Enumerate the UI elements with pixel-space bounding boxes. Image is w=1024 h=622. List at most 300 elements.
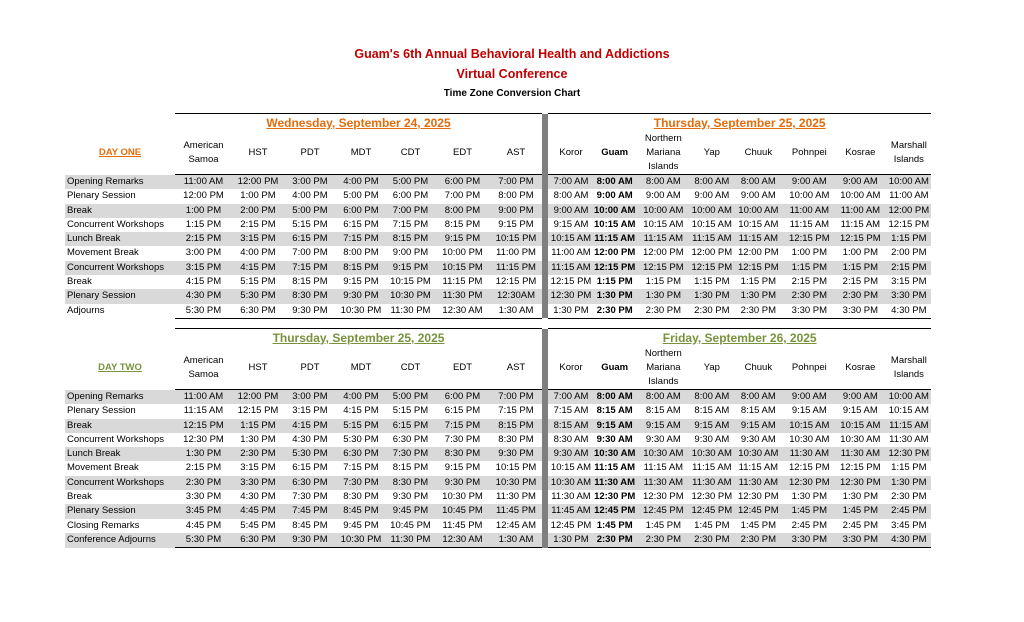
timezone-header: Guam — [601, 147, 629, 158]
session-label: Concurrent Workshops — [67, 433, 164, 445]
session-label: Plenary Session — [65, 289, 175, 303]
guam-time-cell: 1:15 PM — [596, 276, 633, 288]
time-cell: 7:15 PM — [343, 462, 379, 474]
time-cell: 4:30 PM — [886, 533, 931, 548]
timezone-header: Northern Mariana Islands — [644, 348, 682, 387]
time-cell: 10:00 AM — [840, 190, 881, 202]
table-row — [65, 261, 931, 275]
time-cell: 3:30 PM — [834, 304, 886, 319]
time-cell: 7:30 PM — [292, 491, 328, 503]
time-cell: 9:00 AM — [694, 190, 730, 202]
time-cell: 8:15 PM — [444, 218, 481, 230]
time-cell: 5:45 PM — [240, 519, 276, 531]
time-cell: 9:00 AM — [784, 175, 834, 190]
time-cell: 8:00 AM — [635, 390, 691, 405]
time-cell: 9:30 AM — [645, 433, 681, 445]
time-cell: 3:15 PM — [240, 462, 276, 474]
time-cell: 3:00 PM — [284, 390, 336, 405]
time-cell: 2:45 PM — [842, 519, 879, 531]
time-cell: 6:15 PM — [444, 405, 481, 417]
time-cell: 10:45 PM — [390, 519, 431, 531]
time-cell: 2:45 PM — [886, 504, 931, 518]
time-cell: 12:45 AM — [495, 519, 537, 531]
time-cell: 10:30 AM — [789, 433, 830, 445]
time-cell: 11:15 AM — [635, 232, 691, 246]
time-cell: 6:30 PM — [232, 304, 284, 319]
time-cell: 8:30 PM — [498, 433, 534, 445]
time-cell: 4:15 PM — [185, 276, 222, 288]
time-cell: 11:15 AM — [732, 232, 784, 246]
time-cell: 10:15 AM — [888, 405, 929, 417]
session-label: Concurrent Workshops — [65, 261, 175, 275]
time-cell: 12:15 PM — [175, 419, 232, 433]
time-cell: 1:15 PM — [185, 218, 222, 230]
time-cell: 4:30 PM — [292, 433, 328, 445]
time-cell: 5:00 PM — [386, 175, 435, 190]
time-cell: 4:00 PM — [292, 190, 328, 202]
time-cell: 8:15 AM — [645, 405, 681, 417]
time-cell: 1:45 PM — [834, 504, 886, 518]
time-cell: 7:45 PM — [284, 504, 336, 518]
time-cell: 12:30 AM — [435, 533, 490, 548]
time-cell: 2:30 PM — [891, 491, 927, 503]
time-cell: 6:00 PM — [435, 390, 490, 405]
table-row — [65, 289, 931, 303]
time-cell: 12:30 PM — [691, 491, 733, 503]
time-cell: 12:00 PM — [738, 247, 779, 259]
time-cell: 2:15 PM — [886, 261, 931, 275]
session-label: Break — [65, 204, 175, 218]
time-cell: 8:15 PM — [292, 276, 328, 288]
time-cell: 9:15 PM — [386, 261, 435, 275]
time-cell: 12:15 PM — [834, 232, 886, 246]
time-cell: 2:30 PM — [635, 533, 691, 548]
time-cell: 10:15 PM — [390, 276, 431, 288]
conference-subtitle: Virtual Conference — [456, 67, 568, 81]
table-row — [65, 433, 931, 447]
right-date-heading: Friday, September 26, 2025 — [548, 329, 931, 348]
timezone-header: Marshall Islands — [890, 140, 927, 165]
time-cell: 5:30 PM — [175, 304, 232, 319]
time-cell: 7:00 PM — [292, 247, 328, 259]
guam-time-cell: 12:15 PM — [594, 261, 635, 275]
time-cell: 12:00 PM — [886, 204, 931, 218]
time-cell: 4:45 PM — [232, 504, 284, 518]
time-cell: 11:45 PM — [490, 504, 542, 518]
time-cell: 10:15 PM — [495, 462, 537, 474]
time-cell: 10:30 AM — [691, 447, 732, 461]
time-cell: 8:15 PM — [386, 232, 435, 246]
time-cell: 9:30 PM — [336, 289, 386, 303]
table-row — [65, 390, 931, 405]
timezone-header: CDT — [400, 362, 421, 373]
time-cell: 9:00 AM — [740, 190, 776, 202]
time-cell: 12:00 PM — [183, 190, 224, 202]
timezone-header: EDT — [453, 147, 472, 158]
guam-time-cell: 11:15 AM — [594, 232, 635, 246]
time-cell: 10:45 PM — [435, 504, 490, 518]
guam-time-cell: 9:15 AM — [594, 419, 635, 433]
session-label: Break — [67, 491, 92, 503]
time-cell: 10:30 PM — [386, 289, 435, 303]
timezone-header: AST — [506, 147, 526, 158]
time-cell: 1:15 PM — [784, 261, 834, 275]
time-cell: 9:45 PM — [343, 519, 379, 531]
time-cell: 10:15 AM — [738, 218, 779, 230]
time-cell: 8:30 PM — [343, 491, 379, 503]
time-cell: 11:00 PM — [496, 247, 536, 259]
time-cell: 8:00 PM — [343, 247, 379, 259]
time-cell: 12:30 PM — [548, 289, 594, 303]
time-cell: 4:15 PM — [232, 261, 284, 275]
table-row — [65, 447, 931, 461]
time-cell: 1:30 PM — [175, 447, 232, 461]
time-cell: 11:15 PM — [490, 261, 542, 275]
time-cell: 11:00 AM — [551, 247, 591, 259]
time-cell: 8:15 PM — [392, 462, 429, 474]
time-cell: 10:30 AM — [635, 447, 691, 461]
time-cell: 4:00 PM — [240, 247, 276, 259]
table-row — [65, 189, 931, 203]
time-cell: 12:30 PM — [886, 447, 931, 461]
right-date-heading: Thursday, September 25, 2025 — [548, 114, 931, 133]
session-label: Adjourns — [67, 304, 105, 316]
time-cell: 6:00 PM — [336, 204, 386, 218]
time-cell: 9:15 PM — [498, 218, 534, 230]
timezone-header: Kosrae — [845, 147, 876, 158]
timezone-header: Koror — [559, 362, 583, 373]
time-cell: 7:00 AM — [548, 390, 594, 405]
time-cell: 12:45 PM — [635, 504, 691, 518]
time-cell: 7:30 PM — [336, 476, 386, 490]
time-cell: 12:15 PM — [691, 261, 732, 275]
time-cell: 5:30 PM — [343, 433, 379, 445]
guam-time-cell: 12:45 PM — [594, 504, 635, 518]
time-cell: 6:30 PM — [336, 447, 386, 461]
time-cell: 1:00 PM — [791, 247, 828, 259]
time-cell: 2:15 PM — [175, 232, 232, 246]
time-cell: 3:30 PM — [886, 289, 931, 303]
time-cell: 1:15 PM — [694, 276, 730, 288]
time-cell: 10:15 AM — [643, 218, 684, 230]
time-cell: 2:00 PM — [232, 204, 284, 218]
time-cell: 8:15 AM — [548, 419, 594, 433]
time-cell: 8:00 AM — [732, 390, 784, 405]
time-cell: 8:30 PM — [386, 476, 435, 490]
time-cell: 2:15 PM — [185, 462, 222, 474]
time-cell: 4:30 PM — [886, 304, 931, 319]
time-cell: 12:00 PM — [691, 247, 733, 259]
time-cell: 2:30 PM — [635, 304, 691, 319]
time-cell: 12:00 PM — [232, 175, 284, 190]
time-cell: 12:15 PM — [732, 261, 784, 275]
table-row — [65, 232, 931, 246]
time-cell: 1:00 PM — [842, 247, 879, 259]
time-cell: 8:00 AM — [732, 175, 784, 190]
time-cell: 4:00 PM — [336, 175, 386, 190]
time-cell: 6:30 PM — [232, 533, 284, 548]
time-cell: 12:45 PM — [550, 519, 592, 531]
time-cell: 8:00 PM — [498, 190, 534, 202]
guam-time-cell: 8:00 AM — [594, 390, 635, 405]
time-cell: 8:30 AM — [553, 433, 589, 445]
time-cell: 4:15 PM — [284, 419, 336, 433]
session-label: Concurrent Workshops — [67, 218, 164, 230]
time-cell: 10:15 AM — [691, 218, 732, 230]
time-cell: 9:00 AM — [548, 204, 594, 218]
time-cell: 5:15 PM — [336, 419, 386, 433]
timezone-header: Chuuk — [744, 362, 773, 373]
time-cell: 10:15 PM — [490, 232, 542, 246]
time-cell: 7:15 PM — [336, 232, 386, 246]
time-cell: 1:45 PM — [645, 519, 682, 531]
time-cell: 9:00 PM — [392, 247, 429, 259]
time-cell: 3:00 PM — [185, 247, 222, 259]
day-one-table — [65, 113, 931, 319]
time-cell: 5:15 PM — [240, 276, 276, 288]
time-cell: 12:30 PM — [738, 491, 779, 503]
day-label: DAY TWO — [98, 362, 142, 374]
time-cell: 9:45 PM — [386, 504, 435, 518]
guam-time-cell: 1:45 PM — [596, 519, 633, 531]
time-cell: 1:30 AM — [490, 533, 542, 548]
time-cell: 10:15 AM — [784, 419, 834, 433]
time-cell: 9:00 PM — [490, 204, 542, 218]
guam-time-cell: 9:30 AM — [596, 433, 633, 445]
table-row — [65, 204, 931, 218]
time-cell: 12:15 PM — [550, 276, 592, 288]
time-cell: 1:00 PM — [240, 190, 276, 202]
time-cell: 11:00 AM — [175, 390, 232, 405]
time-cell: 12:30 PM — [784, 476, 834, 490]
table-row — [65, 275, 931, 289]
time-cell: 9:15 PM — [435, 232, 490, 246]
guam-time-cell: 1:30 PM — [594, 289, 635, 303]
guam-time-cell: 2:30 PM — [594, 533, 635, 548]
time-cell: 5:30 PM — [284, 447, 336, 461]
left-date-heading: Wednesday, September 24, 2025 — [175, 114, 542, 133]
conference-title: Guam's 6th Annual Behavioral Health and Addictions — [354, 47, 670, 61]
time-cell: 1:15 PM — [740, 276, 777, 288]
time-cell: 10:30 AM — [840, 433, 881, 445]
time-cell: 4:45 PM — [185, 519, 222, 531]
time-cell: 7:15 PM — [392, 218, 429, 230]
time-cell: 11:00 AM — [175, 175, 232, 190]
time-cell: 12:30 PM — [183, 433, 224, 445]
time-cell: 12:30 PM — [643, 491, 684, 503]
time-cell: 3:00 PM — [284, 175, 336, 190]
time-cell: 1:30 PM — [791, 491, 828, 503]
time-cell: 11:30 AM — [834, 447, 886, 461]
time-cell: 6:00 PM — [435, 175, 490, 190]
time-cell: 2:30 PM — [232, 447, 284, 461]
guam-time-cell: 10:00 AM — [594, 204, 635, 218]
time-cell: 12:15 PM — [789, 462, 830, 474]
time-cell: 2:30 PM — [175, 476, 232, 490]
time-cell: 11:15 AM — [840, 218, 881, 230]
time-cell: 9:00 AM — [784, 390, 834, 405]
time-cell: 2:30 PM — [834, 289, 886, 303]
guam-time-cell: 10:15 AM — [594, 218, 636, 230]
time-cell: 10:15 AM — [834, 419, 886, 433]
table-row — [65, 461, 931, 475]
time-cell: 6:15 PM — [292, 462, 328, 474]
day-two-table — [65, 328, 931, 548]
time-cell: 10:15 PM — [435, 261, 490, 275]
time-cell: 7:15 PM — [284, 261, 336, 275]
time-cell: 2:15 PM — [240, 218, 276, 230]
time-cell: 1:15 PM — [886, 232, 931, 246]
time-cell: 7:00 PM — [444, 190, 481, 202]
time-cell: 1:30 PM — [732, 289, 784, 303]
session-label: Plenary Session — [67, 405, 136, 417]
time-cell: 12:45 PM — [732, 504, 784, 518]
time-cell: 4:30 PM — [240, 491, 276, 503]
time-cell: 9:30 PM — [392, 491, 429, 503]
time-cell: 10:00 AM — [886, 390, 931, 405]
time-cell: 10:30 PM — [336, 304, 386, 319]
time-cell: 9:30 PM — [490, 447, 542, 461]
time-cell: 5:30 PM — [175, 533, 232, 548]
time-cell: 1:15 PM — [645, 276, 682, 288]
time-cell: 9:15 AM — [691, 419, 732, 433]
time-cell: 7:30 PM — [444, 433, 481, 445]
left-date-heading: Thursday, September 25, 2025 — [175, 329, 542, 348]
guam-time-cell: 8:00 AM — [594, 175, 635, 190]
table-row — [65, 519, 931, 533]
time-cell: 9:00 AM — [834, 390, 886, 405]
guam-time-cell: 9:00 AM — [596, 190, 633, 202]
guam-time-cell: 10:30 AM — [594, 447, 635, 461]
time-cell: 10:00 AM — [886, 175, 931, 190]
time-cell: 10:00 AM — [691, 204, 732, 218]
guam-time-cell: 12:00 PM — [594, 247, 636, 259]
time-cell: 11:45 PM — [442, 519, 483, 531]
session-label: Opening Remarks — [65, 175, 175, 190]
time-cell: 10:30 AM — [548, 476, 594, 490]
time-cell: 12:15 PM — [635, 261, 691, 275]
time-cell: 2:30 PM — [732, 304, 784, 319]
session-label: Closing Remarks — [67, 519, 140, 531]
timezone-header: Chuuk — [744, 147, 773, 158]
time-cell: 12:00 PM — [232, 390, 284, 405]
time-cell: 8:15 AM — [694, 405, 730, 417]
time-cell: 9:00 AM — [645, 190, 681, 202]
time-cell: 5:15 PM — [292, 218, 328, 230]
time-cell: 12:45 PM — [691, 504, 732, 518]
time-cell: 8:00 AM — [691, 390, 732, 405]
table-row — [65, 175, 931, 190]
time-cell: 8:30 PM — [435, 447, 490, 461]
timezone-header: HST — [248, 362, 268, 373]
session-label: Break — [65, 419, 175, 433]
time-cell: 3:30 PM — [784, 304, 834, 319]
time-cell: 11:30 AM — [635, 476, 691, 490]
table-row — [65, 419, 931, 433]
time-cell: 6:30 PM — [284, 476, 336, 490]
time-cell: 11:15 AM — [789, 218, 830, 230]
day-label: DAY ONE — [98, 147, 142, 159]
timezone-header: Kosrae — [845, 362, 876, 373]
time-cell: 10:00 AM — [732, 204, 784, 218]
time-cell: 1:45 PM — [694, 519, 730, 531]
time-cell: 3:15 PM — [232, 232, 284, 246]
time-cell: 7:00 PM — [386, 204, 435, 218]
time-cell: 12:30 PM — [834, 476, 886, 490]
time-cell: 9:15 AM — [635, 419, 691, 433]
table-row — [65, 304, 931, 319]
timezone-header: AST — [506, 362, 526, 373]
time-cell: 8:45 PM — [336, 504, 386, 518]
time-cell: 11:30 PM — [435, 289, 490, 303]
time-cell: 10:30 PM — [442, 491, 483, 503]
time-cell: 9:30 PM — [284, 533, 336, 548]
time-cell: 11:15 AM — [886, 419, 931, 433]
time-cell: 7:30 PM — [386, 447, 435, 461]
time-cell: 4:30 PM — [175, 289, 232, 303]
timezone-header: MDT — [350, 362, 372, 373]
table-row — [65, 218, 931, 232]
time-cell: 11:00 AM — [784, 204, 834, 218]
time-cell: 8:15 PM — [336, 261, 386, 275]
time-cell: 11:30 PM — [386, 533, 435, 548]
timezone-header: Pohnpei — [791, 362, 827, 373]
time-cell: 9:15 AM — [842, 405, 878, 417]
time-cell: 3:30 PM — [784, 533, 834, 548]
time-cell: 1:00 PM — [175, 204, 232, 218]
time-cell: 3:45 PM — [175, 504, 232, 518]
time-cell: 11:30 AM — [732, 476, 784, 490]
time-cell: 6:30 PM — [392, 433, 429, 445]
table-row — [65, 490, 931, 504]
time-cell: 9:30 AM — [740, 433, 776, 445]
time-cell: 6:00 PM — [392, 190, 429, 202]
guam-time-cell: 8:15 AM — [596, 405, 633, 417]
time-cell: 11:30 AM — [889, 433, 929, 445]
session-label: Lunch Break — [65, 232, 175, 246]
guam-time-cell: 11:15 AM — [594, 462, 636, 474]
guam-time-cell: 11:30 AM — [594, 476, 635, 490]
session-label: Plenary Session — [65, 504, 175, 518]
time-cell: 2:30 PM — [784, 289, 834, 303]
time-cell: 11:15 AM — [691, 232, 732, 246]
timezone-header: MDT — [350, 147, 372, 158]
time-cell: 12:15 PM — [888, 218, 930, 230]
timezone-header: PDT — [300, 147, 320, 158]
time-cell: 5:00 PM — [386, 390, 435, 405]
time-cell: 9:30 AM — [694, 433, 730, 445]
session-label: Movement Break — [67, 247, 139, 259]
time-cell: 2:00 PM — [891, 247, 927, 259]
time-cell: 9:15 PM — [444, 462, 481, 474]
time-cell: 3:30 PM — [232, 476, 284, 490]
time-cell: 11:00 AM — [834, 204, 886, 218]
time-cell: 12:00 PM — [643, 247, 684, 259]
time-cell: 11:30 AM — [551, 491, 591, 503]
time-cell: 2:30 PM — [691, 533, 732, 548]
time-cell: 5:15 PM — [392, 405, 429, 417]
time-cell: 12:15 PM — [784, 232, 834, 246]
table-row — [65, 246, 931, 260]
time-cell: 1:30 PM — [240, 433, 276, 445]
time-cell: 1:45 PM — [784, 504, 834, 518]
time-cell: 3:30 PM — [834, 533, 886, 548]
time-cell: 12:30AM — [490, 289, 542, 303]
time-cell: 3:15 PM — [292, 405, 328, 417]
time-cell: 2:45 PM — [791, 519, 828, 531]
timezone-header: Koror — [559, 147, 583, 158]
time-cell: 8:00 PM — [435, 204, 490, 218]
